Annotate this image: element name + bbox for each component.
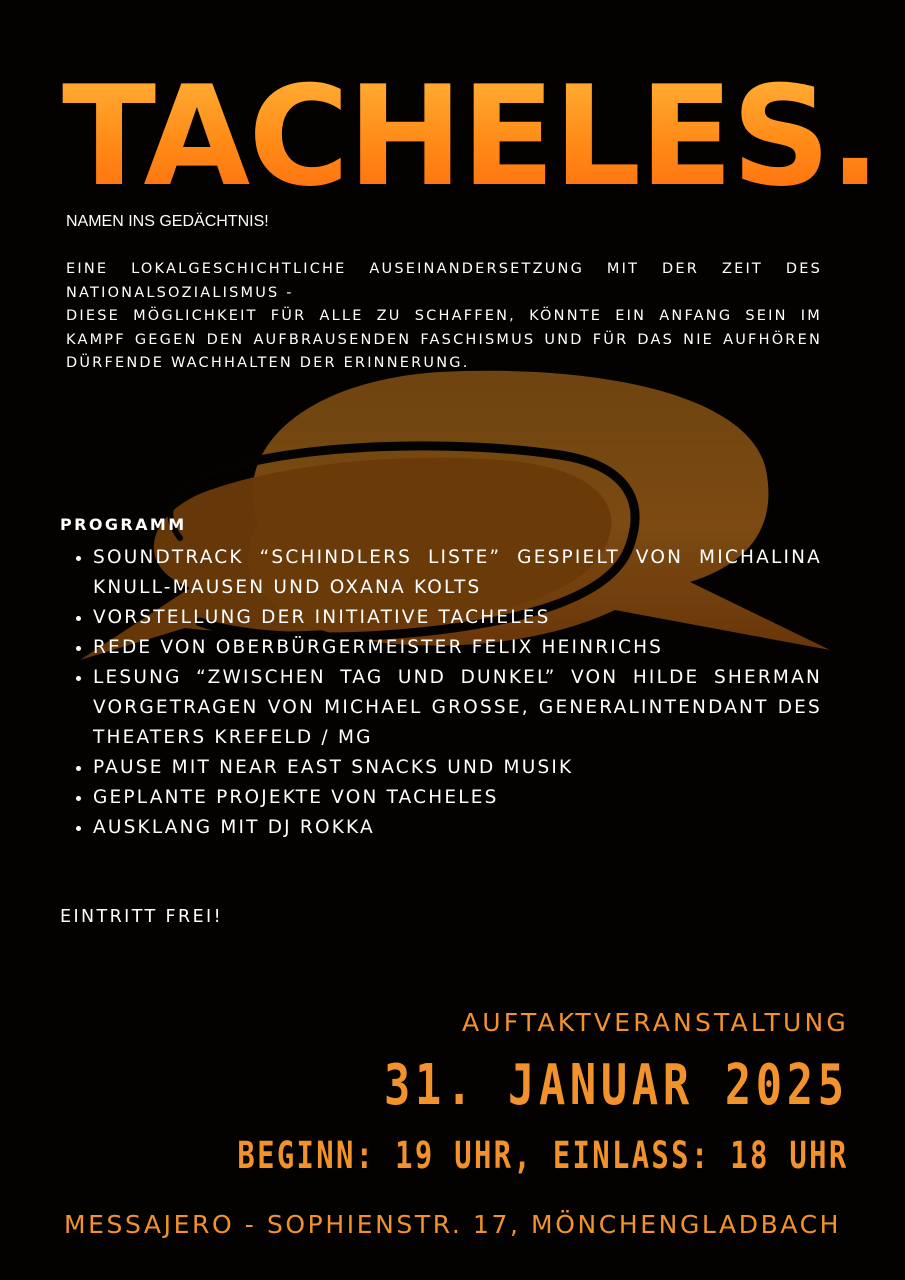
- list-item-label: GEPLANTE PROJEKTE VON TACHELES: [93, 787, 499, 808]
- bullet-icon: [76, 556, 81, 561]
- bullet-icon: [76, 826, 81, 831]
- admission-note: EINTRITT FREI!: [60, 907, 224, 927]
- list-item-label: REDE VON OBERBÜRGERMEISTER FELIX HEINRICHS: [93, 637, 664, 658]
- event-type: AUFTAKTVERANSTALTUNG: [462, 1008, 849, 1037]
- list-item-label: SOUNDTRACK “SCHINDLERS LISTE” GESPIELT VON MICHALINA KNULL-MAUSEN UND OXANA KOLTS: [93, 547, 822, 598]
- intro-paragraph: DIESE MÖGLICHKEIT FÜR ALLE ZU SCHAFFEN, KÖNNTE EIN ANFANG SEIN IM KAMPF GEGEN DEN AUFBRAUSENDEN FASCHISMUS UND FÜR DAS NIE AUFHÖREN DÜRFENDE WACHHALTEN DER ERINNERUNG.: [66, 308, 822, 371]
- intro-paragraph: EINE LOKALGESCHICHTLICHE AUSEINANDERSETZUNG MIT DER ZEIT DES NATIONALSOZIALISMUS -: [66, 261, 822, 301]
- subtitle: NAMEN INS GEDÄCHTNIS!: [66, 213, 269, 230]
- list-item: [74, 543, 822, 603]
- bullet-icon: [76, 646, 81, 651]
- page-title: TACHELES.: [62, 56, 880, 217]
- list-item-label: PAUSE MIT NEAR EAST SNACKS UND MUSIK: [93, 757, 574, 778]
- list-item: [74, 783, 822, 813]
- intro-text: [66, 258, 822, 376]
- bullet-icon: [76, 616, 81, 621]
- list-item-label: VORSTELLUNG DER INITIATIVE TACHELES: [93, 607, 551, 628]
- event-location: MESSAJERO - SOPHIENSTR. 17, MÖNCHENGLADBACH: [63, 1210, 842, 1239]
- event-date: 31. JANUAR 2025: [384, 1053, 849, 1118]
- bullet-icon: [76, 796, 81, 801]
- bullet-icon: [76, 676, 81, 681]
- program-heading: PROGRAMM: [60, 515, 187, 534]
- event-time: BEGINN: 19 UHR, EINLASS: 18 UHR: [237, 1134, 849, 1177]
- list-item: [74, 603, 822, 633]
- list-item: [74, 663, 822, 753]
- program-list: [74, 543, 822, 843]
- list-item: [74, 813, 822, 843]
- list-item: [74, 753, 822, 783]
- list-item: [74, 633, 822, 663]
- bullet-icon: [76, 766, 81, 771]
- list-item-label: LESUNG “ZWISCHEN TAG UND DUNKEL” VON HILDE SHERMAN VORGETRAGEN VON MICHAEL GROSSE, GENERALINTENDANT DES THEATERS KREFELD / MG: [93, 667, 822, 748]
- list-item-label: AUSKLANG MIT DJ ROKKA: [93, 817, 375, 838]
